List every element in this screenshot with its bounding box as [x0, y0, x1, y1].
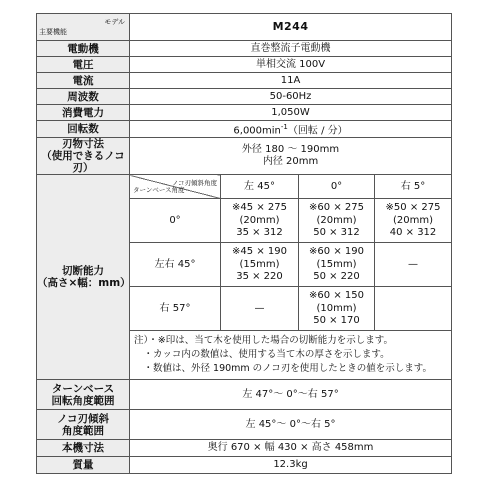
capacity-cell: [221, 199, 299, 243]
header-corner-cell: [37, 14, 130, 41]
spec-row-rpm: [37, 121, 452, 138]
capacity-line: 50 × 312: [313, 227, 360, 239]
spec-row-blade: [37, 138, 452, 175]
spec-row-frequency: [37, 89, 452, 105]
capacity-cell: [221, 243, 299, 287]
capacity-line: 50 × 170: [313, 315, 360, 327]
power-value: 1,050W: [130, 105, 452, 121]
rpm-label: 回転数: [37, 121, 130, 138]
note-line: ・カッコ内の数値は、使用する当て木の厚さを示します。: [134, 349, 390, 361]
rpm-number: 6,000min: [233, 125, 281, 137]
turnbase-angle-57: 右 57°: [130, 287, 221, 331]
model-caption: モデル: [104, 18, 125, 26]
angle-axes-cell: [130, 175, 221, 199]
dimensions-label: 本機寸法: [37, 440, 130, 457]
blade-inner-diameter: 内径 20mm: [262, 156, 319, 168]
frequency-value: 50-60Hz: [130, 89, 452, 105]
spec-row-turnbase: [37, 380, 452, 410]
rpm-value: [130, 121, 452, 138]
weight-value: 12.3kg: [130, 457, 452, 474]
blade-tilt-value: 左 45°～ 0°～右 5°: [130, 410, 452, 440]
blade-label-line2: （使用できるノコ刃）: [41, 150, 125, 175]
capacity-line: (20mm): [239, 214, 280, 226]
features-caption: 主要機能: [39, 28, 67, 36]
blade-tilt-label-line2: 角度範囲: [62, 424, 104, 437]
capacity-line: (20mm): [316, 214, 357, 226]
col-header-0: 0°: [299, 175, 375, 199]
blade-label-line1: 刃物寸法: [62, 138, 104, 151]
col-header-left45: 左 45°: [221, 175, 299, 199]
capacity-line: ※45 × 190: [232, 246, 287, 258]
capacity-line: (15mm): [316, 258, 357, 270]
capacity-cell-na: —: [375, 243, 452, 287]
blade-tilt-label-line1: ノコ刃傾斜: [57, 412, 109, 425]
note-line: ・数値は、外径 190mm のノコ刃を使用したときの値を示します。: [134, 363, 432, 375]
turnbase-angle-0: 0°: [130, 199, 221, 243]
cutting-capacity-label: [37, 175, 130, 380]
capacity-line: (20mm): [393, 214, 434, 226]
blade-outer-diameter: 外径 180 ～ 190mm: [241, 144, 340, 156]
blade-tilt-axis-caption: ノコ刃傾斜角度: [171, 179, 217, 188]
capacity-cell: [375, 199, 452, 243]
spec-row-current: [37, 73, 452, 89]
capacity-line: ※60 × 190: [309, 246, 364, 258]
rpm-exponent: -1: [280, 123, 288, 131]
header-row: [37, 14, 452, 41]
capacity-cell-empty: [375, 287, 452, 331]
turnbase-value: 左 47°～ 0°～右 57°: [130, 380, 452, 410]
capacity-line: ※50 × 275: [385, 202, 441, 214]
capacity-line: 50 × 220: [313, 271, 360, 283]
motor-value: 直巻整流子電動機: [130, 41, 452, 57]
spec-row-motor: [37, 41, 452, 57]
motor-label: 電動機: [37, 41, 130, 57]
turnbase-label-line2: 回転角度範囲: [51, 394, 115, 407]
spec-row-blade-tilt: [37, 410, 452, 440]
turnbase-axis-caption: ターンベース角度: [133, 186, 185, 195]
cutting-notes: [130, 331, 452, 380]
dimensions-value: 奥行 670 × 幅 430 × 高さ 458mm: [130, 440, 452, 457]
power-label: 消費電力: [37, 105, 130, 121]
spec-sheet: [36, 13, 451, 474]
capacity-line: ※60 × 150: [309, 290, 364, 302]
capacity-line: 35 × 312: [236, 227, 283, 239]
capacity-line: (10mm): [316, 302, 357, 314]
current-label: 電流: [37, 73, 130, 89]
weight-label: 質量: [37, 457, 130, 474]
capacity-cell: [299, 243, 375, 287]
spec-row-weight: [37, 457, 452, 474]
capacity-cell-na: —: [221, 287, 299, 331]
note-line: 注）・※印は、当て木を使用した場合の切断能力を示します。: [134, 335, 393, 347]
cutting-label-line1: 切断能力: [62, 265, 104, 278]
turnbase-angle-45: 左右 45°: [130, 243, 221, 287]
capacity-cell: [299, 199, 375, 243]
model-name: M244: [130, 14, 452, 41]
blade-label: [37, 138, 130, 175]
blade-tilt-label: [37, 410, 130, 440]
capacity-cell: [299, 287, 375, 331]
voltage-value: 単相交流 100V: [130, 57, 452, 73]
spec-row-voltage: [37, 57, 452, 73]
current-value: 11A: [130, 73, 452, 89]
capacity-line: 40 × 312: [389, 227, 437, 239]
capacity-line: (15mm): [239, 258, 280, 270]
blade-value: [130, 138, 452, 175]
frequency-label: 周波数: [37, 89, 130, 105]
capacity-line: 35 × 220: [236, 271, 283, 283]
capacity-line: ※45 × 275: [232, 202, 287, 214]
spec-row-dimensions: [37, 440, 452, 457]
capacity-line: ※60 × 275: [309, 202, 364, 214]
cutting-header-row: [37, 175, 452, 199]
spec-table: [36, 13, 452, 474]
turnbase-label: [37, 380, 130, 410]
turnbase-label-line1: ターンベース: [51, 382, 115, 395]
voltage-label: 電圧: [37, 57, 130, 73]
col-header-right5: 右 5°: [375, 175, 452, 199]
spec-row-power: [37, 105, 452, 121]
rpm-unit: （回転 / 分）: [287, 125, 348, 137]
cutting-label-line2: （高さ×幅：mm）: [37, 277, 131, 290]
